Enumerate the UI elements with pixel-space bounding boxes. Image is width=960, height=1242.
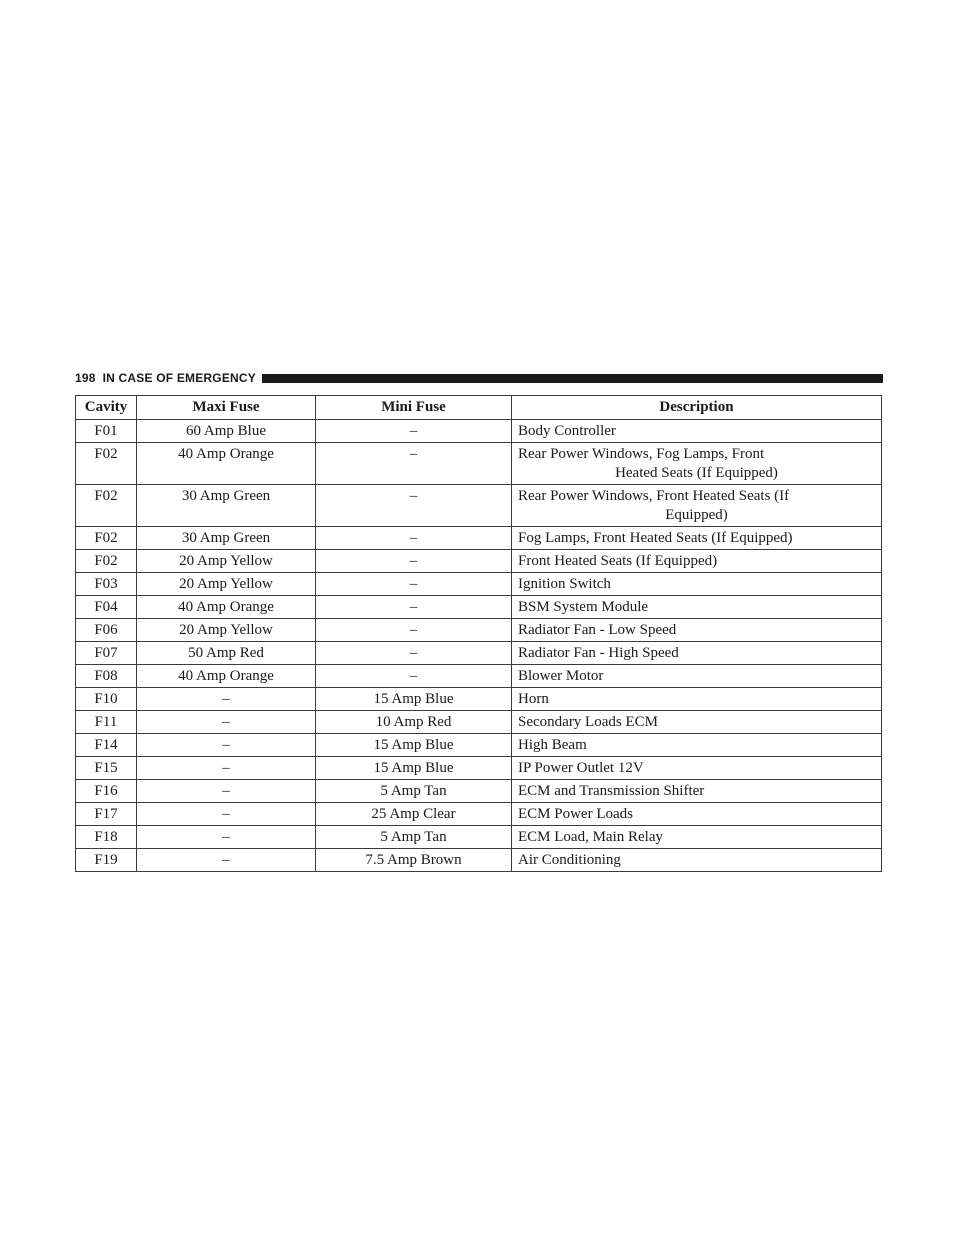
cavity-cell: F03 [76, 573, 137, 596]
maxi-fuse-cell: – [137, 803, 316, 826]
maxi-fuse-cell: 40 Amp Orange [137, 596, 316, 619]
description-line: Horn [518, 691, 549, 707]
description-cell [512, 780, 882, 803]
cavity-cell: F06 [76, 619, 137, 642]
mini-fuse-cell: – [316, 596, 512, 619]
page-header [75, 370, 883, 386]
description-cell [512, 550, 882, 573]
maxi-fuse-cell: – [137, 711, 316, 734]
table-row [76, 527, 882, 550]
description-line: High Beam [518, 737, 587, 753]
table-row [76, 803, 882, 826]
description-cell [512, 443, 882, 485]
description-cell [512, 527, 882, 550]
description-line: Fog Lamps, Front Heated Seats (If Equipped) [518, 530, 793, 546]
mini-fuse-cell: – [316, 527, 512, 550]
mini-fuse-cell: 10 Amp Red [316, 711, 512, 734]
maxi-fuse-cell: 20 Amp Yellow [137, 550, 316, 573]
maxi-fuse-cell: 60 Amp Blue [137, 420, 316, 443]
cavity-cell: F02 [76, 550, 137, 573]
cavity-cell: F02 [76, 485, 137, 527]
mini-fuse-cell: – [316, 550, 512, 573]
mini-fuse-cell: – [316, 665, 512, 688]
maxi-fuse-cell: 20 Amp Yellow [137, 619, 316, 642]
mini-fuse-cell: – [316, 443, 512, 485]
description-cell [512, 803, 882, 826]
maxi-fuse-cell: – [137, 780, 316, 803]
mini-fuse-cell: – [316, 619, 512, 642]
table-row [76, 780, 882, 803]
cavity-cell: F16 [76, 780, 137, 803]
description-cell [512, 688, 882, 711]
mini-fuse-cell: 5 Amp Tan [316, 780, 512, 803]
cavity-cell: F11 [76, 711, 137, 734]
description-line: Ignition Switch [518, 576, 611, 592]
description-cell [512, 757, 882, 780]
section-title: IN CASE OF EMERGENCY [102, 371, 256, 385]
column-header-cavity: Cavity [76, 396, 137, 420]
column-header-maxi-fuse: Maxi Fuse [137, 396, 316, 420]
mini-fuse-cell: 15 Amp Blue [316, 688, 512, 711]
description-line: Secondary Loads ECM [518, 714, 658, 730]
maxi-fuse-cell: 30 Amp Green [137, 485, 316, 527]
table-row [76, 734, 882, 757]
description-cell [512, 420, 882, 443]
description-line: Front Heated Seats (If Equipped) [518, 553, 718, 569]
description-line: ECM and Transmission Shifter [518, 783, 705, 799]
table-row [76, 849, 882, 872]
cavity-cell: F10 [76, 688, 137, 711]
cavity-cell: F18 [76, 826, 137, 849]
description-cell [512, 596, 882, 619]
description-cell [512, 573, 882, 596]
description-line: IP Power Outlet 12V [518, 760, 644, 776]
maxi-fuse-cell: – [137, 849, 316, 872]
cavity-cell: F07 [76, 642, 137, 665]
description-line-continued: Heated Seats (If Equipped) [615, 465, 778, 481]
mini-fuse-cell: 5 Amp Tan [316, 826, 512, 849]
cavity-cell: F14 [76, 734, 137, 757]
column-header-description: Description [512, 396, 882, 420]
maxi-fuse-cell: 40 Amp Orange [137, 665, 316, 688]
description-line: ECM Load, Main Relay [518, 829, 663, 845]
description-cell [512, 485, 882, 527]
mini-fuse-cell: – [316, 420, 512, 443]
table-row [76, 642, 882, 665]
fuse-table-body [76, 420, 882, 872]
cavity-cell: F02 [76, 443, 137, 485]
description-line: Radiator Fan - High Speed [518, 645, 679, 661]
cavity-cell: F19 [76, 849, 137, 872]
description-line-continued: Equipped) [665, 507, 728, 523]
table-row [76, 757, 882, 780]
table-row [76, 443, 882, 485]
mini-fuse-cell: 15 Amp Blue [316, 757, 512, 780]
column-header-mini-fuse: Mini Fuse [316, 396, 512, 420]
maxi-fuse-cell: – [137, 826, 316, 849]
page-number: 198 [75, 371, 96, 385]
description-cell [512, 711, 882, 734]
maxi-fuse-cell: – [137, 734, 316, 757]
cavity-cell: F01 [76, 420, 137, 443]
mini-fuse-cell: – [316, 485, 512, 527]
table-row [76, 596, 882, 619]
mini-fuse-cell: – [316, 642, 512, 665]
maxi-fuse-cell: 20 Amp Yellow [137, 573, 316, 596]
description-cell [512, 642, 882, 665]
description-cell [512, 619, 882, 642]
fuse-table-header [76, 396, 882, 420]
mini-fuse-cell: 15 Amp Blue [316, 734, 512, 757]
table-row [76, 485, 882, 527]
table-row [76, 711, 882, 734]
cavity-cell: F02 [76, 527, 137, 550]
table-row [76, 619, 882, 642]
mini-fuse-cell: 25 Amp Clear [316, 803, 512, 826]
mini-fuse-cell: 7.5 Amp Brown [316, 849, 512, 872]
description-line: Radiator Fan - Low Speed [518, 622, 677, 638]
table-row [76, 826, 882, 849]
cavity-cell: F17 [76, 803, 137, 826]
description-cell [512, 849, 882, 872]
mini-fuse-cell: – [316, 573, 512, 596]
description-line: BSM System Module [518, 599, 649, 615]
table-row [76, 550, 882, 573]
table-row [76, 573, 882, 596]
fuse-table [75, 395, 882, 872]
description-line: Rear Power Windows, Fog Lamps, Front [518, 446, 765, 462]
table-row [76, 688, 882, 711]
header-rule [262, 374, 883, 383]
cavity-cell: F15 [76, 757, 137, 780]
cavity-cell: F04 [76, 596, 137, 619]
description-line: Air Conditioning [518, 852, 621, 868]
table-row [76, 420, 882, 443]
maxi-fuse-cell: 40 Amp Orange [137, 443, 316, 485]
description-line: Body Controller [518, 423, 616, 439]
maxi-fuse-cell: – [137, 757, 316, 780]
header-row [76, 396, 882, 420]
maxi-fuse-cell: 50 Amp Red [137, 642, 316, 665]
description-line: Rear Power Windows, Front Heated Seats (If [518, 488, 790, 504]
description-cell [512, 826, 882, 849]
maxi-fuse-cell: 30 Amp Green [137, 527, 316, 550]
description-cell [512, 665, 882, 688]
description-line: Blower Motor [518, 668, 604, 684]
table-row [76, 665, 882, 688]
description-cell [512, 734, 882, 757]
maxi-fuse-cell: – [137, 688, 316, 711]
description-line: ECM Power Loads [518, 806, 633, 822]
cavity-cell: F08 [76, 665, 137, 688]
